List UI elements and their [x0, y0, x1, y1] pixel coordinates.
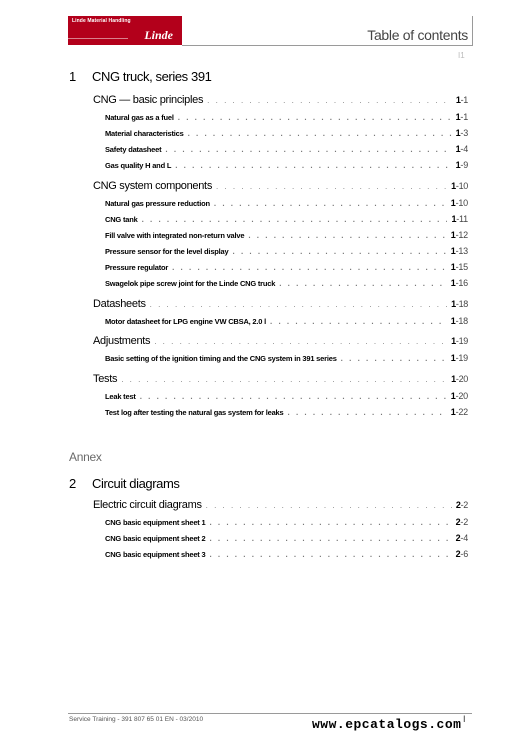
leader-dots — [248, 231, 446, 240]
page-number: 1-4 — [455, 144, 468, 154]
brand-name: Linde — [144, 28, 173, 42]
toc-entry[interactable] — [105, 262, 468, 272]
leader-dots — [270, 317, 447, 326]
toc-entry[interactable] — [105, 144, 468, 154]
page-number: 2-4 — [455, 533, 468, 543]
toc-section[interactable] — [93, 335, 468, 347]
section-title: Adjustments — [93, 335, 151, 347]
linde-logo — [68, 16, 182, 45]
leader-dots — [206, 501, 452, 510]
section-title: Tests — [93, 373, 118, 385]
page-number: 1-10 — [450, 198, 468, 208]
entry-title: Fill valve with integrated non-return valve — [105, 231, 245, 240]
page-number: 1-15 — [450, 262, 468, 272]
toc-section[interactable] — [93, 298, 468, 310]
leader-dots — [209, 550, 451, 559]
leader-dots — [140, 392, 447, 401]
section-title: Datasheets — [93, 298, 146, 310]
section-title: CNG system components — [93, 180, 213, 192]
page-number: 2-6 — [455, 549, 468, 559]
leader-dots — [178, 113, 452, 122]
page-number: 1-19 — [450, 353, 468, 363]
brand-subtitle: Linde Material Handling — [72, 18, 131, 24]
section-title: CNG — basic principles — [93, 94, 204, 106]
leader-dots — [233, 247, 447, 256]
leader-dots — [288, 408, 447, 417]
page-number: 1-13 — [450, 246, 468, 256]
toc-entry[interactable] — [105, 112, 468, 122]
footer-text: Service Training - 391 807 65 01 EN - 03/2010 — [69, 716, 204, 723]
toc-entry[interactable] — [105, 214, 468, 224]
toc-entry[interactable] — [105, 316, 468, 326]
entry-title: Gas quality H and L — [105, 161, 172, 170]
header-rule — [182, 45, 472, 46]
watermark-url: www.epcatalogs.com — [312, 717, 462, 732]
logo-stripe — [68, 38, 128, 39]
toc-entry[interactable] — [105, 517, 468, 527]
entry-title: CNG basic equipment sheet 3 — [105, 550, 206, 559]
footer-rule — [68, 713, 472, 714]
toc-entry[interactable] — [105, 391, 468, 401]
chapter-title: CNG truck, series 391 — [92, 69, 212, 84]
leader-dots — [341, 354, 447, 363]
toc-entry[interactable] — [105, 128, 468, 138]
leader-dots — [154, 337, 447, 346]
page-number: 1-20 — [451, 374, 468, 384]
page-number: 1-18 — [451, 299, 468, 309]
leader-dots — [207, 96, 452, 105]
page-number: 1-11 — [451, 214, 468, 224]
toc-entry[interactable] — [105, 246, 468, 256]
toc-entry[interactable] — [105, 549, 468, 559]
leader-dots — [209, 518, 451, 527]
chapter-heading — [69, 69, 211, 84]
toc-entry[interactable] — [105, 533, 468, 543]
entry-title: Basic setting of the ignition timing and the CNG system in 391 series — [105, 354, 337, 363]
page-number: 2-2 — [455, 517, 468, 527]
leader-dots — [214, 199, 447, 208]
toc-entry[interactable] — [105, 230, 468, 240]
leader-dots — [172, 263, 447, 272]
leader-dots — [142, 215, 448, 224]
entry-title: Leak test — [105, 392, 136, 401]
page-number: 1-19 — [451, 336, 468, 346]
entry-title: Pressure sensor for the level display — [105, 247, 229, 256]
entry-title: Pressure regulator — [105, 263, 169, 272]
leader-dots — [165, 145, 451, 154]
entry-title: Motor datasheet for LPG engine VW CBSA, 2.0 l — [105, 317, 267, 326]
entry-title: Natural gas pressure reduction — [105, 199, 210, 208]
entry-title: Swagelok pipe screw joint for the Linde CNG truck — [105, 279, 276, 288]
page-number: 1-16 — [450, 278, 468, 288]
toc-entry[interactable] — [105, 198, 468, 208]
leader-dots — [175, 161, 451, 170]
page-number: 1-18 — [450, 316, 468, 326]
entry-title: Material characteristics — [105, 129, 184, 138]
chapter-title: Circuit diagrams — [92, 476, 180, 491]
toc-section[interactable] — [93, 94, 468, 106]
page-number: 1-20 — [450, 391, 468, 401]
chapter-number: 1 — [69, 69, 76, 84]
toc-section[interactable] — [93, 373, 468, 385]
entry-title: Natural gas as a fuel — [105, 113, 174, 122]
leader-dots — [150, 300, 448, 309]
chapter-heading — [69, 476, 180, 491]
entry-title: Test log after testing the natural gas system for leaks — [105, 408, 284, 417]
page-number: 1-12 — [450, 230, 468, 240]
entry-title: CNG basic equipment sheet 1 — [105, 518, 206, 527]
page-number: 1-9 — [455, 160, 468, 170]
footer-page-number: I — [463, 714, 466, 724]
page-number: 1-22 — [450, 407, 468, 417]
entry-title: CNG tank — [105, 215, 138, 224]
page-number: 1-1 — [455, 95, 468, 105]
toc-section[interactable] — [93, 499, 468, 511]
toc-entry[interactable] — [105, 160, 468, 170]
toc-entry[interactable] — [105, 407, 468, 417]
leader-dots — [216, 182, 447, 191]
page-title: Table of contents — [367, 27, 468, 43]
page-mark: I1 — [458, 51, 465, 60]
page-number: 1-10 — [451, 181, 468, 191]
section-title: Electric circuit diagrams — [93, 499, 202, 511]
page-number: 2-2 — [455, 500, 468, 510]
entry-title: CNG basic equipment sheet 2 — [105, 534, 206, 543]
leader-dots — [188, 129, 452, 138]
toc-entry[interactable] — [105, 353, 468, 363]
header-vertical-rule — [472, 16, 473, 46]
toc-entry[interactable] — [105, 278, 468, 288]
toc-section[interactable] — [93, 180, 468, 192]
leader-dots — [279, 279, 447, 288]
leader-dots — [121, 375, 447, 384]
page-number: 1-3 — [455, 128, 468, 138]
chapter-number: 2 — [69, 476, 76, 491]
annex-heading: Annex — [69, 450, 102, 464]
entry-title: Safety datasheet — [105, 145, 162, 154]
page-number: 1-1 — [455, 112, 468, 122]
leader-dots — [209, 534, 451, 543]
